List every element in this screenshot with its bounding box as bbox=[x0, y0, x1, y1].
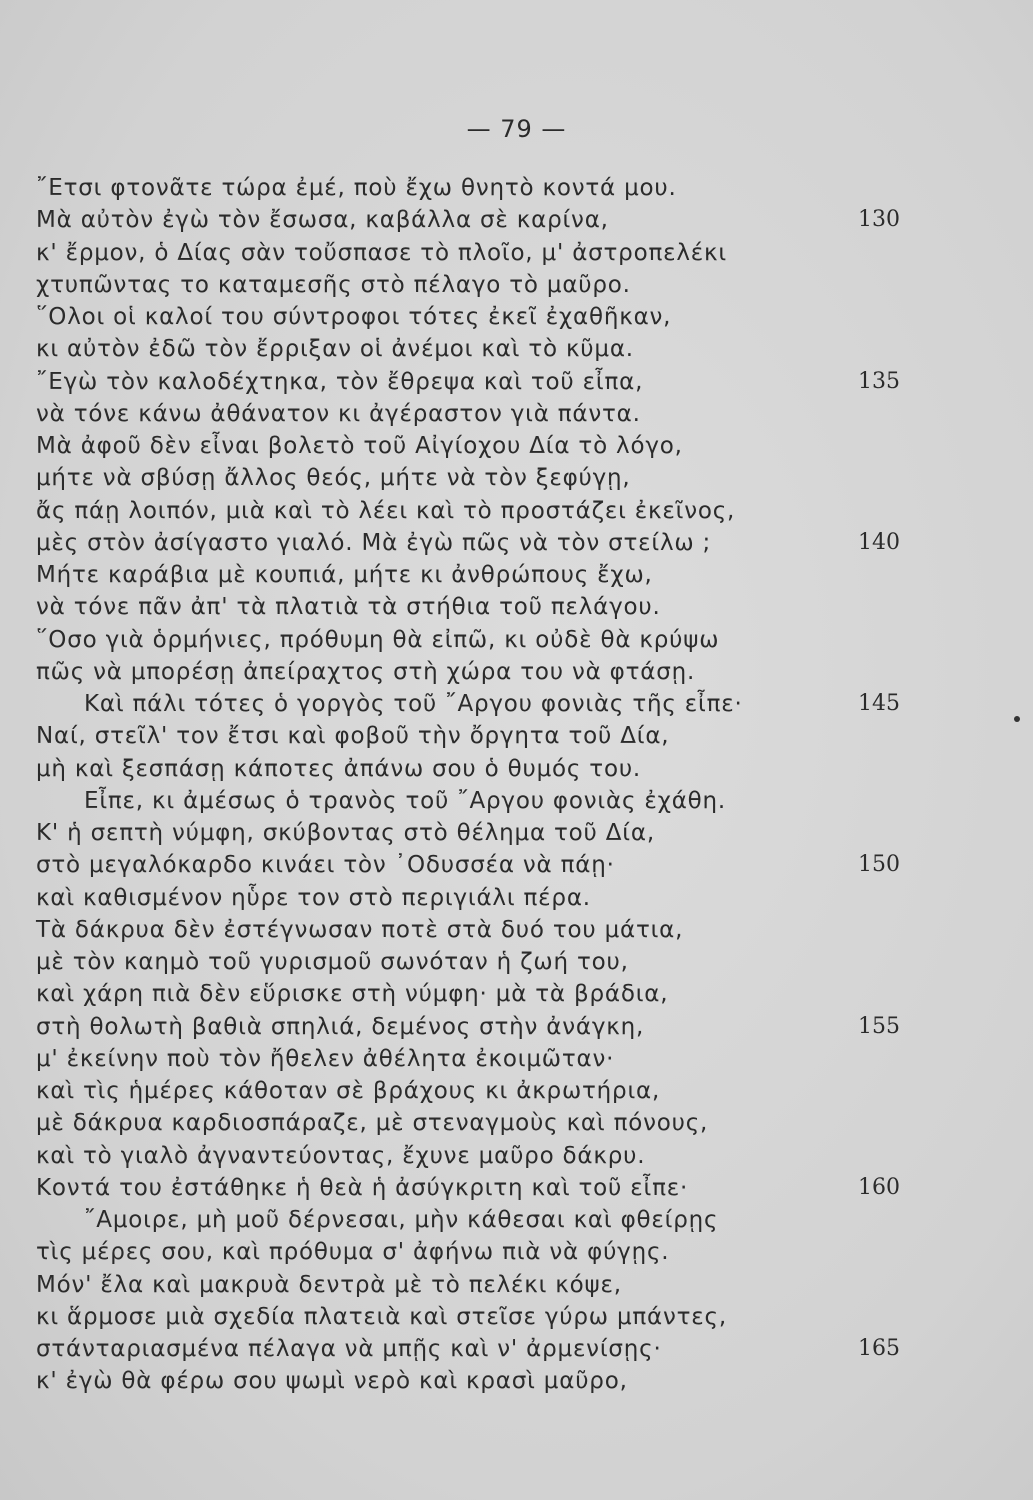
verse-line bbox=[0, 946, 1033, 978]
verse-text: κ' ἔρμον, ὁ Δίας σὰν τοὔσπασε τὸ πλοῖο, μ' ἀστροπελέκι bbox=[36, 239, 727, 266]
verse-text: Ναί, στεῖλ' τον ἔτσι καὶ φοβοῦ τὴν ὄργητα τοῦ Δία, bbox=[36, 723, 670, 750]
verse-line bbox=[0, 1011, 1033, 1043]
verse-text: μὲς στὸν ἀσίγαστο γιαλό. Μὰ ἐγὼ πῶς νὰ τὸν στείλω ; bbox=[36, 529, 712, 556]
verse-line bbox=[0, 1075, 1033, 1107]
verse-line bbox=[0, 1204, 1033, 1236]
verse-text: Μόν' ἔλα καὶ μακρυὰ δεντρὰ μὲ τὸ πελέκι κόψε, bbox=[36, 1271, 622, 1298]
verse-line bbox=[0, 1236, 1033, 1268]
verse-text: στὴ θολωτὴ βαθιὰ σπηλιά, δεμένος στὴν ἀνάγκη, bbox=[36, 1013, 645, 1040]
verse-text: Εἶπε, κι ἀμέσως ὁ τρανὸς τοῦ ῎Αργου φονιὰς ἐχάθη. bbox=[84, 787, 727, 814]
verse-text: νὰ τόνε πᾶν ἀπ' τὰ πλατιὰ τὰ στήθια τοῦ πελάγου. bbox=[36, 594, 661, 621]
verse-line bbox=[0, 495, 1033, 527]
verse-text: καὶ καθισμένον ηὗρε τον στὸ περιγιάλι πέρα. bbox=[36, 884, 591, 911]
verse-text: μὴ καὶ ξεσπάσῃ κάποτες ἀπάνω σου ὁ θυμός του. bbox=[36, 755, 642, 782]
verse-text: στάνταριασμένα πέλαγα νὰ μπῇς καὶ ν' ἀρμενίσῃς· bbox=[36, 1336, 662, 1362]
verse-line bbox=[0, 882, 1033, 914]
verse-text: ῞Ολοι οἱ καλοί του σύντροφοι τότες ἐκεῖ ἐχαθῆκαν, bbox=[36, 304, 672, 330]
verse-text: Τὰ δάκρυα δὲν ἐστέγνωσαν ποτὲ στὰ δυό του μάτια, bbox=[36, 916, 684, 943]
page-number: — 79 — bbox=[466, 115, 567, 143]
verse-text: μ' ἐκείνην ποὺ τὸν ἤθελεν ἀθέλητα ἐκοιμῶταν· bbox=[36, 1045, 615, 1072]
verse-text: ῞Οσο γιὰ ὁρμήνιες, πρόθυμη θὰ εἰπῶ, κι οὐδὲ θὰ κρύψω bbox=[36, 626, 720, 653]
verse-text: χτυπῶντας το καταμεσῆς στὸ πέλαγο τὸ μαῦρο. bbox=[36, 271, 631, 298]
line-number: 160 bbox=[858, 1174, 900, 1200]
verse-line bbox=[0, 430, 1033, 462]
verse-line bbox=[0, 1140, 1033, 1172]
verse-line bbox=[0, 817, 1033, 849]
verse-line bbox=[0, 204, 1033, 236]
verse-line bbox=[0, 527, 1033, 559]
verse-line bbox=[0, 656, 1033, 688]
verse-text: κ' ἐγὼ θὰ φέρω σου ψωμὶ νερὸ καὶ κρασὶ μαῦρο, bbox=[36, 1368, 628, 1395]
verse-text: καὶ χάρη πιὰ δὲν εὕρισκε στὴ νύμφη· μὰ τὰ βράδια, bbox=[36, 981, 669, 1008]
verse-line bbox=[0, 1333, 1033, 1365]
verse-text: μήτε νὰ σβύσῃ ἄλλος θεός, μήτε νὰ τὸν ξεφύγῃ, bbox=[36, 465, 631, 492]
verse-line bbox=[0, 688, 1033, 720]
verse-line bbox=[0, 237, 1033, 269]
verse-line bbox=[0, 1269, 1033, 1301]
line-number: 140 bbox=[858, 529, 900, 555]
verse-text: κι αὐτὸν ἐδῶ τὸν ἔρριξαν οἱ ἀνέμοι καὶ τὸ κῦμα. bbox=[36, 336, 634, 363]
verse-line bbox=[0, 301, 1033, 333]
line-number: 150 bbox=[858, 852, 900, 878]
verse-line bbox=[0, 785, 1033, 817]
verse-text: νὰ τόνε κάνω ἀθάνατον κι ἀγέραστον γιὰ πάντα. bbox=[36, 400, 641, 427]
verse-text: Μὰ αὐτὸν ἐγὼ τὸν ἔσωσα, καβάλλα σὲ καρίνα, bbox=[36, 207, 609, 234]
verse-line bbox=[0, 462, 1033, 494]
line-number: 135 bbox=[858, 368, 900, 394]
verse-line bbox=[0, 269, 1033, 301]
verse-line bbox=[0, 1107, 1033, 1139]
line-number: 130 bbox=[858, 207, 900, 233]
verse-line bbox=[0, 849, 1033, 881]
verse-text: πῶς νὰ μπορέσῃ ἀπείραχτος στὴ χώρα του νὰ φτάσῃ. bbox=[36, 658, 696, 685]
verse-text: τὶς μέρες σου, καὶ πρόθυμα σ' ἀφήνω πιὰ νὰ φύγῃς. bbox=[36, 1239, 670, 1266]
verse-block bbox=[0, 172, 1033, 1398]
verse-text: Κ' ἡ σεπτὴ νύμφη, σκύβοντας στὸ θέλημα τοῦ Δία, bbox=[36, 820, 655, 846]
verse-line bbox=[0, 1301, 1033, 1333]
verse-line bbox=[0, 624, 1033, 656]
verse-line bbox=[0, 914, 1033, 946]
verse-line bbox=[0, 753, 1033, 785]
verse-line bbox=[0, 978, 1033, 1010]
verse-line bbox=[0, 333, 1033, 365]
margin-speck bbox=[1014, 716, 1020, 722]
line-number: 155 bbox=[858, 1013, 900, 1039]
verse-line bbox=[0, 1172, 1033, 1204]
verse-line bbox=[0, 172, 1033, 204]
line-number: 165 bbox=[858, 1336, 900, 1361]
verse-text: Καὶ πάλι τότες ὁ γοργὸς τοῦ ῎Αργου φονιὰς τῆς εἶπε· bbox=[84, 691, 743, 717]
verse-text: Μήτε καράβια μὲ κουπιά, μήτε κι ἀνθρώπους ἔχω, bbox=[36, 562, 653, 588]
verse-text: καὶ τὶς ἡμέρες κάθοταν σὲ βράχους κι ἀκρωτήρια, bbox=[36, 1078, 661, 1104]
verse-line bbox=[0, 366, 1033, 398]
verse-line bbox=[0, 1365, 1033, 1397]
line-number: 145 bbox=[858, 691, 900, 716]
verse-line bbox=[0, 559, 1033, 591]
verse-line bbox=[0, 398, 1033, 430]
verse-line bbox=[0, 1043, 1033, 1075]
verse-text: καὶ τὸ γιαλὸ ἀγναντεύοντας, ἔχυνε μαῦρο δάκρυ. bbox=[36, 1142, 646, 1169]
verse-text: στὸ μεγαλόκαρδο κινάει τὸν ᾿Οδυσσέα νὰ πάῃ· bbox=[36, 852, 615, 879]
verse-text: ῎Ετσι φτονᾶτε τώρα ἐμέ, ποὺ ἔχω θνητὸ κοντά μου. bbox=[36, 175, 677, 201]
verse-text: μὲ τὸν καημὸ τοῦ γυρισμοῦ σωνόταν ἡ ζωή του, bbox=[36, 949, 629, 975]
verse-text: ῎Αμοιρε, μὴ μοῦ δέρνεσαι, μὴν κάθεσαι καὶ φθείρῃς bbox=[84, 1207, 719, 1233]
verse-line bbox=[0, 591, 1033, 623]
verse-text: ῎Εγὼ τὸν καλοδέχτηκα, τὸν ἔθρεψα καὶ τοῦ εἶπα, bbox=[36, 368, 644, 395]
verse-text: Μὰ ἀφοῦ δὲν εἶναι βολετὸ τοῦ Αἰγίοχου Δία τὸ λόγο, bbox=[36, 433, 683, 459]
verse-text: ἄς πάῃ λοιπόν, μιὰ καὶ τὸ λέει καὶ τὸ προστάζει ἐκεῖνος, bbox=[36, 497, 736, 524]
verse-text: Κοντά του ἐστάθηκε ἡ θεὰ ἡ ἀσύγκριτη καὶ τοῦ εἶπε· bbox=[36, 1174, 689, 1201]
verse-text: κι ἅρμοσε μιὰ σχεδία πλατειὰ καὶ στεῖσε γύρω μπάντες, bbox=[36, 1303, 727, 1330]
verse-line bbox=[0, 720, 1033, 752]
verse-text: μὲ δάκρυα καρδιοσπάραζε, μὲ στεναγμοὺς καὶ πόνους, bbox=[36, 1110, 709, 1137]
